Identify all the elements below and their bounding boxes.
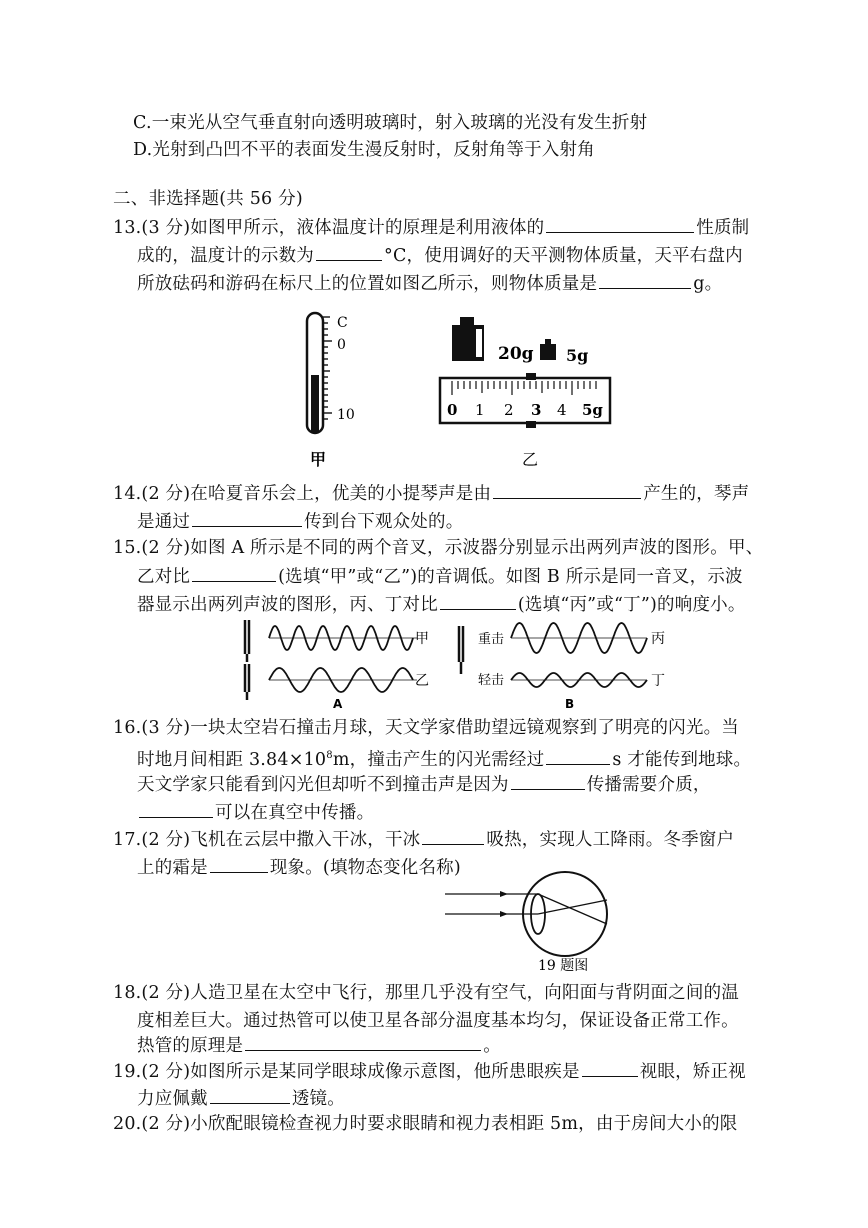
q15-line3: 器显示出两列声波的图形，丙、丁对比 (选填“丙”或“丁”)的响度小。 — [137, 591, 746, 618]
scale-label-2: 2 — [504, 401, 514, 419]
q14-blank1[interactable] — [493, 480, 641, 499]
wave-yi-label: 乙 — [415, 673, 429, 689]
q18-line2: 度相差巨大。通过热管可以使卫星各部分温度基本均匀，保证设备正常工作。 — [137, 1011, 739, 1031]
q16-blank2[interactable] — [511, 771, 585, 790]
q19-blank1[interactable] — [582, 1058, 638, 1077]
thermometer-ten: 10 — [337, 407, 355, 423]
q16-line2: 时地月间相距 $3.84\times 10^8m$，撞击产生的闪光需经过 s 才能传到地球。 — [137, 743, 751, 773]
tuning-fork-icon — [459, 626, 463, 674]
thermometer-figure — [307, 313, 355, 469]
weight-20g-label: 20g — [498, 344, 534, 364]
q20-line1: 20.(2 分)小欣配眼镜检查视力时要求眼睛和视力表相距 5m，由于房间大小的限 — [113, 1114, 738, 1134]
wave-bing-label: 丙 — [651, 631, 665, 647]
q15-blank2[interactable] — [440, 591, 516, 610]
figure-15 — [235, 618, 675, 710]
q18-blank1[interactable] — [245, 1032, 481, 1051]
scale-label-1: 1 — [475, 401, 485, 419]
scale-label-3: 3 — [531, 401, 542, 419]
q17-blank1[interactable] — [422, 826, 484, 845]
q19-line1: 19.(2 分)如图所示是某同学眼球成像示意图，他所患眼疾是 视眼，矫正视 — [113, 1058, 746, 1085]
light-strike-label: 轻击 — [478, 673, 505, 688]
scale-label-4: 4 — [557, 401, 567, 419]
q15-blank1[interactable] — [192, 563, 276, 582]
q13-line3: 所放砝码和游码在标尺上的位置如图乙所示，则物体质量是 g。 — [137, 270, 722, 297]
figure-a-label: A — [333, 697, 343, 710]
balance-figure — [440, 317, 610, 469]
q13-blank1[interactable] — [546, 214, 694, 233]
figure-b-label: B — [565, 697, 575, 710]
q15-line1: 15.(2 分)如图 A 所示是不同的两个音叉，示波器分别显示出两列声波的图形。甲、 — [113, 538, 764, 558]
thermometer-unit: C — [337, 315, 348, 331]
q17-line2: 上的霜是 现象。(填物态变化名称) — [137, 854, 461, 881]
q17-line1: 17.(2 分)飞机在云层中撒入干冰，干冰 吸热，实现人工降雨。冬季窗户 — [113, 826, 734, 853]
section-heading: 二、非选择题(共 56 分) — [113, 189, 303, 209]
option-c: C.一束光从空气垂直射向透明玻璃时，射入玻璃的光没有发生折射 — [133, 113, 648, 133]
q15-line2: 乙对比 (选填“甲”或“乙”)的音调低。如图 B 所示是同一音叉，示波 — [137, 563, 743, 590]
q14-blank2[interactable] — [192, 508, 302, 527]
q16-blank3[interactable] — [139, 799, 213, 818]
thermometer-zero: 0 — [337, 337, 346, 353]
q14-line1: 14.(2 分)在哈夏音乐会上，优美的小提琴声是由 产生的，琴声 — [113, 480, 749, 507]
figure-15-b — [459, 623, 665, 710]
q19-line2: 力应佩戴 透镜。 — [137, 1085, 345, 1112]
q18-line3: 热管的原理是 。 — [137, 1032, 501, 1059]
q16-line3: 天文学家只能看到闪光但却听不到撞击声是因为 传播需要介质， — [137, 771, 711, 798]
wave-ding-label: 丁 — [651, 673, 665, 689]
q14-line2: 是通过 传到台下观众处的。 — [137, 508, 463, 535]
q16-line1: 16.(3 分)一块太空岩石撞击月球，天文学家借助望远镜观察到了明亮的闪光。当 — [113, 718, 739, 738]
q13-blank2[interactable] — [316, 242, 382, 261]
scale-label-0: 0 — [447, 401, 458, 419]
q18-line1: 18.(2 分)人造卫星在太空中飞行，那里几乎没有空气，向阳面与背阴面之间的温 — [113, 983, 739, 1003]
option-d: D.光射到凸凹不平的表面发生漫反射时，反射角等于入射角 — [133, 140, 595, 160]
figure-15-a — [245, 620, 429, 710]
weight-5g-label: 5g — [566, 346, 589, 365]
q13-line1: 13.(3 分)如图甲所示，液体温度计的原理是利用液体的 性质制 — [113, 214, 749, 241]
figure-13 — [290, 305, 620, 475]
figure-19-eye — [440, 868, 620, 976]
q17-blank2[interactable] — [210, 854, 268, 873]
balance-caption: 乙 — [522, 450, 539, 469]
wave-jia-label: 甲 — [415, 631, 429, 647]
heavy-strike-label: 重击 — [478, 632, 505, 647]
q16-line4: 可以在真空中传播。 — [137, 799, 374, 826]
q13-blank3[interactable] — [599, 270, 691, 289]
tuning-fork-icon — [245, 620, 249, 700]
thermometer-caption: 甲 — [310, 450, 327, 469]
q16-blank1[interactable] — [546, 746, 610, 765]
figure-19-caption: 19 题图 — [538, 958, 589, 974]
scale-label-5g: 5g — [582, 401, 603, 419]
q19-blank2[interactable] — [210, 1085, 290, 1104]
q13-line2: 成的，温度计的示数为 °C，使用调好的天平测物体质量，天平右盘内 — [137, 242, 743, 269]
